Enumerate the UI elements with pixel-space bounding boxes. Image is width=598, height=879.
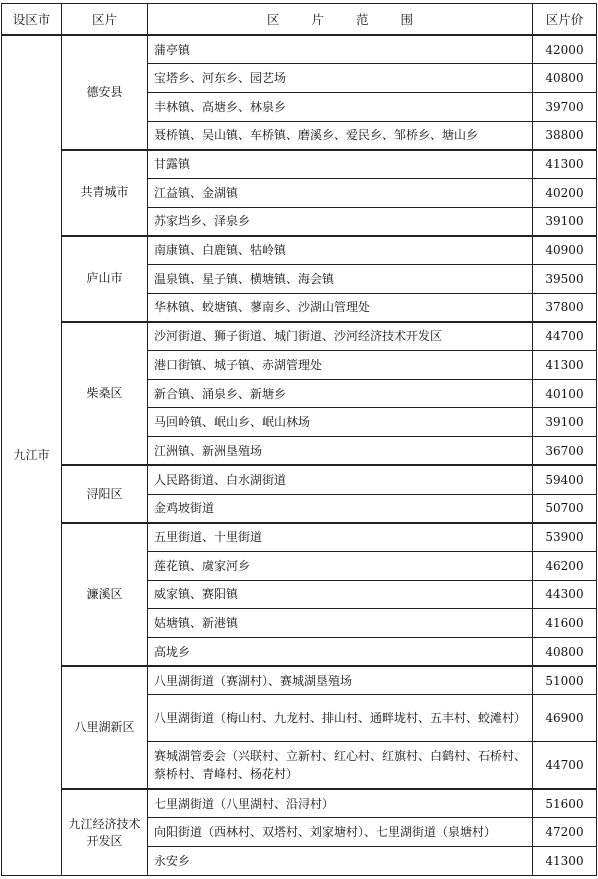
scope-cell: 聂桥镇、吴山镇、车桥镇、磨溪乡、爱民乡、邹桥乡、塘山乡 xyxy=(148,121,533,150)
price-cell: 44700 xyxy=(533,322,597,351)
price-cell: 40900 xyxy=(533,236,597,265)
table-body xyxy=(2,35,597,876)
price-cell: 44300 xyxy=(533,580,597,609)
price-cell: 41300 xyxy=(533,150,597,179)
price-cell: 47200 xyxy=(533,818,597,847)
scope-cell: 赛城湖管委会（兴联村、立新村、红心村、红旗村、白鹤村、石桥村、蔡桥村、青峰村、杨花村） xyxy=(148,742,533,789)
price-cell: 39700 xyxy=(533,92,597,121)
price-cell: 38800 xyxy=(533,121,597,150)
scope-cell: 蒲亭镇 xyxy=(148,35,533,64)
scope-cell: 丰林镇、高塘乡、林泉乡 xyxy=(148,92,533,121)
header-row xyxy=(2,4,597,36)
price-cell: 39100 xyxy=(533,207,597,236)
price-cell: 44700 xyxy=(533,742,597,789)
table-row xyxy=(2,523,597,552)
table-row xyxy=(2,322,597,351)
table-row xyxy=(2,150,597,179)
price-cell: 53900 xyxy=(533,523,597,552)
scope-cell: 金鸡坡街道 xyxy=(148,494,533,523)
scope-cell: 江益镇、金湖镇 xyxy=(148,178,533,207)
price-cell: 41600 xyxy=(533,609,597,638)
header-city: 设区市 xyxy=(2,4,62,36)
scope-cell: 港口街镇、城子镇、赤湖管理处 xyxy=(148,351,533,380)
table-row xyxy=(2,35,597,64)
price-cell: 59400 xyxy=(533,465,597,494)
scope-cell: 南康镇、白鹿镇、牯岭镇 xyxy=(148,236,533,265)
scope-cell: 宝塔乡、河东乡、园艺场 xyxy=(148,64,533,93)
header-scope: 区 片 范 围 xyxy=(148,4,533,36)
price-cell: 46200 xyxy=(533,551,597,580)
scope-cell: 姑塘镇、新港镇 xyxy=(148,609,533,638)
price-cell: 50700 xyxy=(533,494,597,523)
zone-name-cell: 濂溪区 xyxy=(62,523,148,666)
price-cell: 37800 xyxy=(533,293,597,322)
price-cell: 40800 xyxy=(533,64,597,93)
scope-cell: 江洲镇、新洲垦殖场 xyxy=(148,437,533,466)
zone-name-cell: 庐山市 xyxy=(62,236,148,322)
scope-cell: 新合镇、涌泉乡、新塘乡 xyxy=(148,379,533,408)
price-cell: 46900 xyxy=(533,695,597,742)
scope-cell: 威家镇、赛阳镇 xyxy=(148,580,533,609)
price-cell: 40800 xyxy=(533,637,597,666)
land-price-table xyxy=(1,3,597,876)
scope-cell: 苏家垱乡、泽泉乡 xyxy=(148,207,533,236)
scope-cell: 高垅乡 xyxy=(148,637,533,666)
scope-cell: 五里街道、十里街道 xyxy=(148,523,533,552)
price-cell: 40100 xyxy=(533,379,597,408)
header-zone: 区片 xyxy=(62,4,148,36)
table-row xyxy=(2,465,597,494)
scope-cell: 七里湖街道（八里湖村、沿浔村） xyxy=(148,789,533,818)
scope-cell: 温泉镇、星子镇、横塘镇、海会镇 xyxy=(148,265,533,294)
price-cell: 39100 xyxy=(533,408,597,437)
scope-cell: 八里湖街道（梅山村、九龙村、排山村、通畔垅村、五丰村、蛟滩村） xyxy=(148,695,533,742)
table-row xyxy=(2,789,597,818)
table-row xyxy=(2,666,597,695)
price-cell: 40200 xyxy=(533,178,597,207)
scope-cell: 甘露镇 xyxy=(148,150,533,179)
header-price: 区片价 xyxy=(533,4,597,36)
zone-name-cell: 八里湖新区 xyxy=(62,666,148,789)
scope-cell: 马回岭镇、岷山乡、岷山林场 xyxy=(148,408,533,437)
price-cell: 41300 xyxy=(533,351,597,380)
zone-name-cell: 柴桑区 xyxy=(62,322,148,465)
zone-name-cell: 九江经济技术开发区 xyxy=(62,789,148,875)
zone-name-cell: 德安县 xyxy=(62,35,148,150)
price-cell: 41300 xyxy=(533,846,597,875)
scope-cell: 八里湖街道（赛湖村）、赛城湖垦殖场 xyxy=(148,666,533,695)
table-row xyxy=(2,236,597,265)
scope-cell: 华林镇、蛟塘镇、蓼南乡、沙湖山管理处 xyxy=(148,293,533,322)
scope-cell: 人民路街道、白水湖街道 xyxy=(148,465,533,494)
city-cell: 九江市 xyxy=(2,35,62,876)
price-cell: 51600 xyxy=(533,789,597,818)
zone-name-cell: 浔阳区 xyxy=(62,465,148,522)
scope-cell: 沙河街道、狮子街道、城门街道、沙河经济技术开发区 xyxy=(148,322,533,351)
zone-name-cell: 共青城市 xyxy=(62,150,148,236)
scope-cell: 莲花镇、虞家河乡 xyxy=(148,551,533,580)
scope-cell: 向阳街道（西林村、双塔村、刘家塘村）、七里湖街道（泉塘村） xyxy=(148,818,533,847)
price-cell: 51000 xyxy=(533,666,597,695)
price-cell: 39500 xyxy=(533,265,597,294)
scope-cell: 永安乡 xyxy=(148,846,533,875)
price-cell: 36700 xyxy=(533,437,597,466)
price-cell: 42000 xyxy=(533,35,597,64)
